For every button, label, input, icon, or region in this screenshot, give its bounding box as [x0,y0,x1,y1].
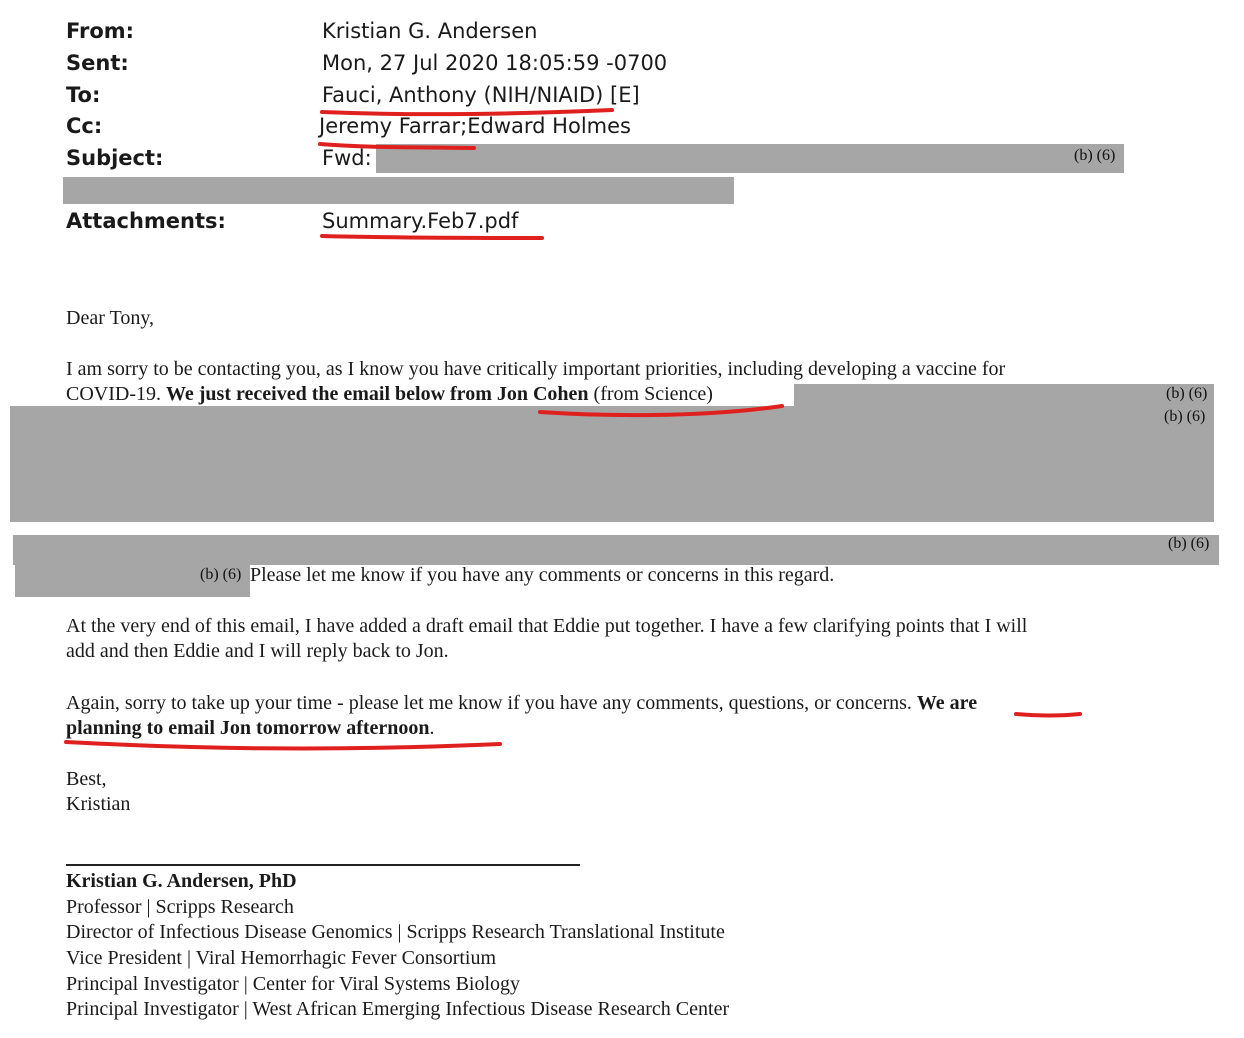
underline-we-are [1016,714,1080,716]
signature-line: Principal Investigator | West African Emerging Infectious Disease Research Center [66,998,730,1020]
attachments-value: Summary.Feb7.pdf [322,209,519,233]
redaction-code-1: (b) (6) [1166,385,1208,402]
p4-normal: Again, sorry to take up your time - please let me know if you have any comments, questions, or concerns. [66,692,917,714]
p1-bold: We just received the email below from Jon Cohen [166,383,589,405]
underline-planning [66,742,500,748]
sent-label: Sent: [66,51,129,75]
signature-line: Principal Investigator | Center for Viral Systems Biology [66,973,521,995]
signature-line: Director of Infectious Disease Genomics | Scripps Research Translational Institute [66,921,725,943]
underline-cc [320,144,474,148]
to-label: To: [66,83,101,107]
redaction-code-4: (b) (6) [200,566,242,583]
signature-name-text: Kristian G. Andersen, PhD [66,870,297,892]
p4-bold-2: planning to email Jon tomorrow afternoon [66,717,430,739]
redaction-code-2: (b) (6) [1164,408,1206,425]
signature-line: Professor | Scripps Research [66,896,294,918]
cc-value: Jeremy Farrar;Edward Holmes [319,114,631,138]
from-label: From: [66,19,135,43]
subject-redaction-code: (b) (6) [1074,147,1116,164]
signature-line: Vice President | Viral Hemorrhagic Fever Consortium [66,947,497,969]
subject-label: Subject: [66,146,164,170]
to-value: Fauci, Anthony (NIH/NIAID) [E] [322,83,640,107]
closing: Best, [66,768,107,790]
greeting: Dear Tony, [66,307,155,329]
underline-attachment [322,236,542,238]
underline-jon-cohen [540,406,782,415]
p1-normal: COVID-19. [66,383,166,405]
p4-tail: . [429,717,435,739]
paragraph-1-line-1: I am sorry to be contacting you, as I know you have critically important priorities, including developing a vaccine for [66,358,1006,380]
p4-bold-1: We are [916,692,978,714]
cc-label: Cc: [66,114,103,138]
redaction-code-3: (b) (6) [1168,535,1210,552]
sent-value: Mon, 27 Jul 2020 18:05:59 -0700 [322,51,668,75]
subject-value: Fwd: [322,146,372,170]
underline-to [322,110,612,114]
signoff: Kristian [66,793,131,815]
attachments-label: Attachments: [66,209,226,233]
paragraph-3-line-2: add and then Eddie and I will reply back to Jon. [66,640,449,662]
paragraph-3-line-1: At the very end of this email, I have added a draft email that Eddie put together. I have a few clarifying points that I will [66,615,1028,637]
from-value: Kristian G. Andersen [322,19,538,43]
p1-tail: (from Science) [588,383,713,405]
paragraph-2: Please let me know if you have any comments or concerns in this regard. [250,564,835,586]
